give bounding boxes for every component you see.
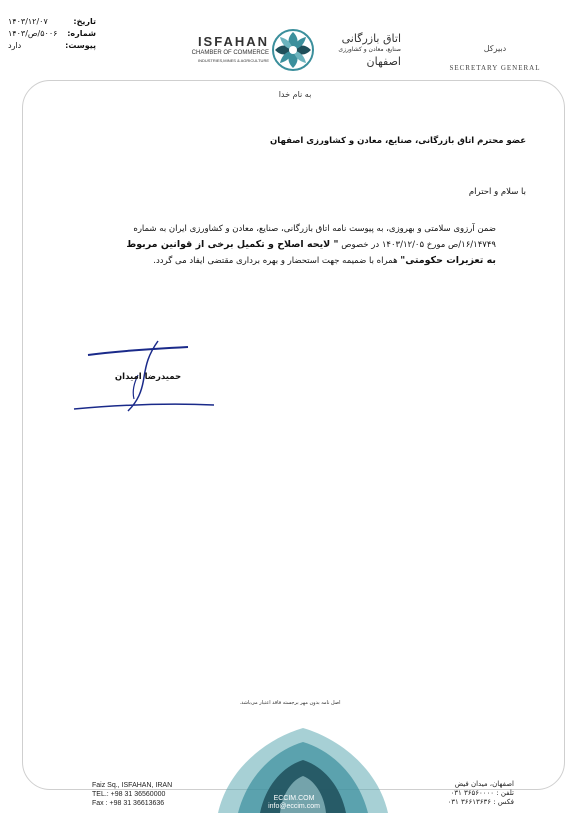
footer-email: info@eccim.com [268,803,320,810]
footer-en [92,781,192,808]
validity-note: اصل نامه بدون مهر برجسته فاقد اعتبار می‌باشد. [239,700,341,706]
letter-body [70,222,496,269]
date-label: تاریخ: [73,17,96,26]
date-value: ۱۴۰۳/۱۲/۰۷ [8,17,48,26]
logo-fa-line1: اتاق بازرگانی [341,32,401,45]
chamber-emblem-icon [271,28,315,72]
recipient-line: عضو محترم اتاق بازرگانی، صنایع، معادن و کشاورزی اصفهان [270,136,526,146]
secretary-general-en: SECRETARY GENERAL [449,64,541,72]
logo-fa-line2: صنایع، معادن و کشاورزی [338,46,401,53]
attachment-value: دارد [8,41,22,50]
body-line-3 [70,253,496,269]
secretary-general-fa: دبیرکل [483,44,507,53]
signature-block [68,335,218,415]
signatory-name: حمیدرضا امیدان [114,372,182,382]
footer-fa [402,780,514,807]
body-line-2 [70,237,496,253]
body-line-1: ضمن آرزوی سلامتی و بهروزی، به پیوست نامه اتاق بازرگانی، صنایع، معادن و کشاورزی ایران به شماره [133,224,496,234]
logo-en-sub2: INDUSTRIES,MINES & AGRICULTURE [197,58,269,63]
footer-fa-tel: تلفن : ۳۶۵۶۰۰۰۰ ۰۳۱ [450,789,514,797]
footer-fa-address: اصفهان، میدان فیض [454,780,514,788]
chamber-logo [185,28,401,74]
logo-en-name: ISFAHAN [197,34,269,49]
footer-fa-fax: فکس : ۳۶۶۱۳۶۳۶ ۰۳۱ [447,798,514,806]
body-line-2-text: ۱۶/۱۴۷۴۹/ص مورخ ۱۴۰۳/۱۲/۰۵ در خصوص [338,240,496,250]
letter-meta [8,16,96,52]
logo-fa-line3: اصفهان [366,55,401,68]
body-line-2-bold: " لایحه اصلاح و تکمیل برخی از قوانین مربوط [126,239,339,250]
footer-web [254,795,334,811]
footer-en-tel: TEL.: +98 31 36560000 [92,791,166,798]
logo-en-sub: CHAMBER OF COMMERCE [191,50,269,56]
footer-en-fax: Fax : +98 31 36613636 [92,800,165,807]
number-label: شماره: [67,29,96,38]
footer-website: ECCIM.COM [273,795,315,802]
body-line-3-bold: به تعزیرات حکومتی" [400,255,496,266]
number-value: ۵۰۰۶/ص/۱۴۰۳ [8,29,58,38]
greeting-line: با سلام و احترام [468,187,526,197]
attachment-label: پیوست: [65,41,96,50]
bismillah: به نام خدا [278,90,312,99]
footer-en-address: Faiz Sq., ISFAHAN, IRAN [92,782,173,789]
body-line-3-text: همراه با ضمیمه جهت استحضار و بهره برداری مقتضی ایفاد می گردد. [153,256,401,266]
